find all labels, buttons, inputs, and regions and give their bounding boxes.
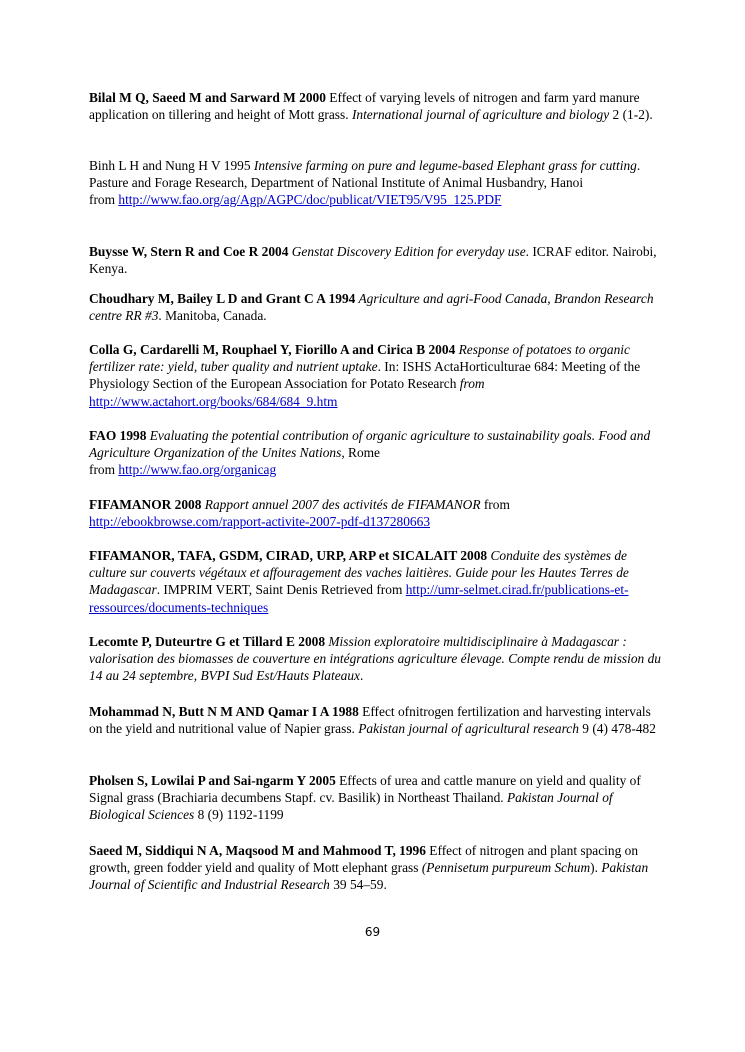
reference-title: Conduite des systèmes de culture sur couverts végétaux et affouragement des vaches laitières. Guide pour les Hautes Terres de Madagascar [89, 548, 629, 598]
reference-journal: International journal of agriculture and biology [351, 107, 610, 123]
reference-authors: FAO 1998 [89, 428, 147, 443]
reference-fifamanor-2008: FIFAMANOR 2008 Rapport annuel 2007 des activités de FIFAMANOR from http://ebookbrowse.com/rapport-activite-2007-pdf-d137280663 [89, 497, 510, 530]
reference-authors: Buysse W, Stern R and Coe R 2004 [89, 244, 289, 259]
reference-title: Rapport annuel 2007 des activités de FIFAMANOR [201, 497, 481, 512]
reference-authors: Lecomte P, Duteurtre G et Tillard E 2008 [89, 634, 326, 649]
reference-authors: Saeed M, Siddiqui N A, Maqsood M and Mahmood T, 1996 [89, 843, 426, 858]
reference-colla: Colla G, Cardarelli M, Rouphael Y, Fiorillo A and Cirica B 2004 Response of potatoes to organic fertilizer rate: yield, tuber quality and nutrient uptake. In: ISHS ActaHorticulturae 684: Meeting of the Physiology Section of the European Association for Potato Research from http://www.actahort.org/books/684/684_9.htm [89, 342, 641, 409]
reference-link[interactable]: http://www.actahort.org/books/684/684_9.htm [89, 393, 338, 409]
reference-authors: FIFAMANOR, TAFA, GSDM, CIRAD, URP, ARP et SICALAIT 2008 [89, 548, 488, 563]
reference-fifamanor-tafa: FIFAMANOR, TAFA, GSDM, CIRAD, URP, ARP et SICALAIT 2008 Conduite des systèmes de culture sur couverts végétaux et affouragement des vaches laitières. Guide pour les Hautes Terres de Madagascar. IMPRIM VERT, Saint Denis Retrieved from http://umr-selmet.cirad.fr/publications-et-ressources/documents-techniques [89, 548, 629, 615]
reference-pholsen: Pholsen S, Lowilai P and Sai-ngarm Y 2005 Effects of urea and cattle manure on yield and quality of Signal grass (Brachiaria decumbens Stapf. cv. Basilik) in Northeast Thailand. Pakistan Journal of Biological Sciences 8 (9) 1192-1199 [89, 773, 641, 823]
reference-title: Intensive farming on pure and legume-based Elephant grass for cutting [253, 158, 637, 173]
reference-title: Agriculture and agri-Food Canada, Brandon Research centre RR #3 [89, 291, 654, 324]
reference-link[interactable]: http://umr-selmet.cirad.fr/publications-et-ressources/documents-techniques [89, 582, 629, 615]
reference-fao: FAO 1998 Evaluating the potential contribution of organic agriculture to sustainability goals. Food and Agriculture Organization of the Unites Nations, Rome from http://www.fao.org/organicag [89, 428, 651, 478]
reference-saeed: Saeed M, Siddiqui N A, Maqsood M and Mahmood T, 1996 Effect of nitrogen and plant spacing on growth, green fodder yield and quality of Mott elephant grass (Pennisetum purpureum Schum). Pakistan Journal of Scientific and Industrial Research 39 54–59. [89, 843, 649, 893]
reference-journal: Pakistan Journal of Scientific and Industrial Research [89, 860, 649, 893]
reference-buysse: Buysse W, Stern R and Coe R 2004 Genstat Discovery Edition for everyday use. ICRAF editor. Nairobi, Kenya. [89, 244, 657, 277]
reference-journal: Pakistan Journal of Biological Sciences [89, 790, 613, 823]
reference-authors: Colla G, Cardarelli M, Rouphael Y, Fiorillo A and Cirica B 2004 [89, 342, 456, 357]
reference-journal: Pakistan journal of agricultural research [358, 721, 579, 737]
reference-title: Evaluating the potential contribution of organic agriculture to sustainability goals. Food and Agriculture Organization of the Unites Nations [89, 428, 651, 461]
reference-authors: Mohammad N, Butt N M AND Qamar I A 1988 [89, 704, 359, 719]
reference-authors: Bilal M Q, Saeed M and Sarward M 2000 [89, 90, 326, 105]
reference-authors: Pholsen S, Lowilai P and Sai-ngarm Y 2005 [89, 773, 336, 788]
reference-link[interactable]: http://www.fao.org/ag/Agp/AGPC/doc/publicat/VIET95/V95_125.PDF [118, 192, 502, 208]
reference-title: Genstat Discovery Edition for everyday use [288, 244, 526, 259]
reference-mohammad: Mohammad N, Butt N M AND Qamar I A 1988 Effect ofnitrogen fertilization and harvesting intervals on the yield and nutritional value of Napier grass. Pakistan journal of agricultural research 9 (4) 478-482 [89, 704, 656, 737]
reference-title: Mission exploratoire multidisciplinaire à Madagascar : valorisation des biomasses de couverture en intégrations agriculture élevage. Compte rendu de mission du 14 au 24 septembre, BVPI Sud Est/Hauts Plateaux [89, 634, 661, 684]
reference-link[interactable]: http://www.fao.org/organicag [118, 462, 277, 478]
reference-authors: Choudhary M, Bailey L D and Grant C A 1994 [89, 291, 356, 306]
reference-choudhary: Choudhary M, Bailey L D and Grant C A 1994 Agriculture and agri-Food Canada, Brandon Research centre RR #3. Manitoba, Canada. [89, 291, 654, 324]
reference-title: Response of potatoes to organic fertilizer rate: yield, tuber quality and nutrient uptake [89, 342, 630, 375]
reference-lecomte: Lecomte P, Duteurtre G et Tillard E 2008 Mission exploratoire multidisciplinaire à Madagascar : valorisation des biomasses de couverture en intégrations agriculture élevage. Compte rendu de mission du 14 au 24 septembre, BVPI Sud Est/Hauts Plateaux. [89, 634, 661, 684]
page-number: 69 [364, 925, 381, 939]
reference-bilal: Bilal M Q, Saeed M and Sarward M 2000 Effect of varying levels of nitrogen and farm yard manure application on tillering and height of Mott grass. International journal of agriculture and biology 2 (1-2). [89, 90, 653, 123]
reference-binh: Binh L H and Nung H V 1995 Intensive farming on pure and legume-based Elephant grass for cutting. Pasture and Forage Research, Department of National Institute of Animal Husbandry, Hanoi from http://www.fao.org/ag/Agp/AGPC/doc/publicat/VIET95/V95_125.PDF [89, 158, 641, 208]
reference-link[interactable]: http://ebookbrowse.com/rapport-activite-2007-pdf-d137280663 [89, 514, 431, 530]
reference-species: (Pennisetum purpureum Schum [421, 860, 591, 876]
reference-authors: FIFAMANOR 2008 [89, 497, 202, 512]
